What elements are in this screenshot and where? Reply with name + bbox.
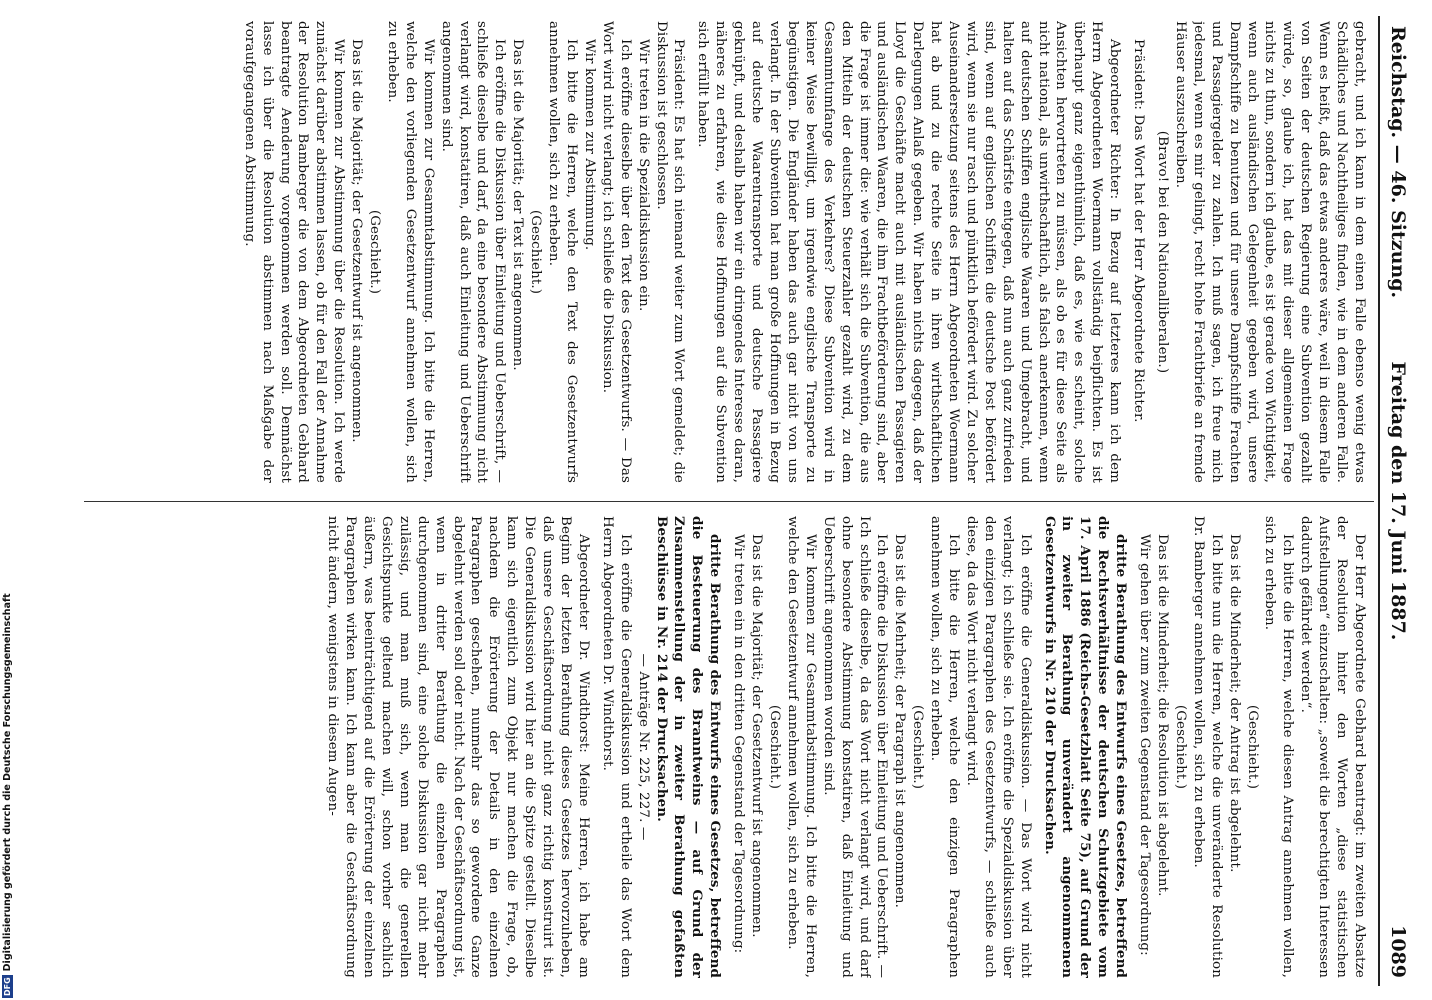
interjection: (Geschieht.) [1244, 704, 1260, 790]
left-column [78, 21, 1368, 483]
paragraph: Ich eröffne dieselbe über den Text des Gesetzentwurfs. — Das Wort wird nicht verlangt; ich schließe die Diskussion. [599, 21, 633, 483]
paragraph: Abgeordneter Dr. Windthorst: Meine Herren, ich habe am Beginn der letzten Berathung dieses Gesetzes hervorzuheben, daß unsere Geschäftsordnung nicht ganz richtig konstruirt ist. Die Generaldiskussion wird hier an die Spitze gestellt. Dieselbe kann sich eigentlich zum Objekt nur machen die Frage, ob, nachdem die Erörterung der Details in den einzelnen Paragraphen geschehen, nunmehr das so gewordene Ganze abgelehnt werden soll oder nicht. Nach der Geschäftsordnung ist, wenn in dritter Berathung die einzelnen Paragraphen durchgenommen sind, eine solche Diskussion gar nicht mehr zulässig, und man muß sich, wenn man die generellen Gesichtspunkte geltend machen will, schon vorher sachlich äußern, was beeinträchtigend auf die Erörterung der einzelnen Paragraphen wirken kann. Ich kann aber die Geschäftsordnung nicht ändern, wenigstens in diesem Augen- [325, 516, 591, 978]
right-column [78, 516, 1368, 978]
paragraph: Wir kommen zur Abstimmung über die Resolution. Ich werde zunächst darüber abstimmen lassen, ob für den Fall der Annahme der Resolution Bamberger die von dem Abgeordneten Gebhard beantragte Aenderung vorgenommen werden soll. Demnächst lasse ich über die Resolution abstimmen nach Maßgabe der voraufgegangenen Abstimmung. [241, 21, 347, 483]
paragraph: Ich bitte die Herren, welche den einzigen Paragraphen annehmen wollen, sich zu erheben. [928, 516, 962, 978]
interjection: (Geschieht.) [767, 704, 782, 790]
interjection: (Geschieht.) [1172, 704, 1188, 790]
paragraph: Ich eröffne die Generaldiskussion. — Das Wort wird nicht verlangt; ich schließe sie. Ich eröffne die Spezialdiskussion über den einzigen Paragraphen des Gesetzentwurfs, — schließe auch diese, da das Wort nicht verlangt wird. [963, 516, 1033, 978]
paragraph: Ich bitte die Herren, welche diesen Antrag annehmen wollen, sich zu erheben. [1262, 516, 1296, 978]
paragraph: Wir kommen zur Gesammtabstimmung. Ich bitte die Herren, welche den vorliegenden Gesetzentwurf annehmen wollen, sich zu erheben. [384, 21, 436, 483]
newspaper-page [62, 16, 1412, 986]
credit-text: Digitalisierung gefördert durch die Deutsche Forschungsgemeinschaft [2, 593, 13, 972]
page-header [1382, 16, 1412, 986]
digitization-credit [2, 593, 16, 998]
header-left: Reichstag. — 46. Sitzung. [1387, 26, 1409, 299]
column-divider [84, 501, 1374, 502]
paragraph: Wir treten ein in den dritten Gegenstand der Tagesordnung: [731, 534, 747, 954]
paragraph: Das ist die Minderheit; der Antrag ist abgelehnt. [1226, 534, 1242, 873]
agenda-item: dritte Berathung des Entwurfs eines Gesetzes, betreffend die Rechtsverhältnisse der deutschen Schutzgebiete vom 17. April 1886 (Reichs-Gesetzblatt Seite 75), auf Grund der in zweiter Berathung unverändert angenommenen Gesetzentwurfs in Nr. 210 der Drucksachen. [1041, 516, 1130, 978]
paragraph: Das ist die Majorität; der Text ist angenommen. [510, 39, 526, 371]
paragraph: Abgeordneter Richter: In Bezug auf letzteres kann ich dem Herrn Abgeordneten Woermann vollständig beipflichten. Es ist überhaupt ganz eigenthümlich, daß es, wie es scheint, solche Ansichten hervortreten zu müssen, als ob es für diese Seite als nicht national, als unwirthschaftlich, als falsch anerkennen, wenn auf deutschen Schiffen englische Waaren und Umgebracht, und halten auf das Schärfste entgegen, daß nun auch ganz zufrieden sind, wenn auf englischen Schiffen die deutsche Post befördert wird, wenn sie nur rasch und pünktlich befördert wird. Zu solcher Auseinandersetzung seitens des Herrn Abgeordneten Woermann hat ab und zu die rechte Seite in ihren wirthschaftlichen Darlegungen Anlaß gegeben. Wir haben nichts dagegen, daß der Lloyd die Geschäfte macht auch mit ausländischen Passagieren und ausländischen Waaren, die ihm Frachtbeförderung sind, aber die Frage ist immer die: wie verhält sich die Subvention, die aus den Mitteln der deutschen Steuerzahler gezahlt wird, zu dem Gesammtumfange des Verkehres? Diese Subvention wird in keiner Weise bewilligt, um irgendwie englische Transporte zu begünstigen. Die Engländer haben das auch gar nicht von uns verlangt. In der Subvention hat man große Hoffnungen in Bezug auf deutsche Waarentransporte und deutsche Passagiere geknüpft, und deshalb haben wir ein dringendes Interesse daran, näheres zu erfahren, wie diese Hoffnungen auf die Subvention sich erfüllt haben. [695, 21, 1123, 483]
paragraph: Ich eröffne die Generaldiskussion und ertheile das Wort dem Herrn Abgeordneten Dr. Windthorst. [599, 516, 633, 978]
paragraph: Ich bitte nun die Herren, welche die unveränderte Resolution Dr. Bamberger annehmen wollen, sich zu erheben. [1190, 516, 1224, 978]
paragraph: Wir gehen über zum zweiten Gegenstand der Tagesordnung: [1137, 534, 1153, 956]
paragraph: Ich bitte die Herren, welche den Text des Gesetzentwurfs annehmen wollen, sich zu erheben. [546, 21, 580, 483]
paragraph: Das ist die Majorität; der Gesetzentwurf ist angenommen. [349, 39, 365, 443]
paragraph: Wir kommen zur Abstimmung. [581, 39, 597, 251]
header-rule [1378, 16, 1380, 986]
paragraph: Das ist die Majorität; der Gesetzentwurf ist angenommen. [749, 534, 765, 938]
motions-reference: — Anträge Nr. 225, 227. — [635, 653, 651, 841]
paragraph: gebracht, und ich kann in dem einen Falle ebenso wenig etwas Schädliches und Nachtheiliges finden, wie in dem anderen Falle. Wenn es heißt, daß das etwas anderes wäre, weil in diesem Falle von Seiten der deutschen Regierung eine Subvention gezahlt würde, so, glaube ich, hat das mit dieser allgemeinen Frage nichts zu thun, sondern ich glaube, es ist gerade von Wichtigkeit, wenn auch ausländischen Gelegenheit gegeben wird, unsere Dampfschiffe zu benutzen und für unsere Dampfschiffe Frachten und Passagiergelder zu zahlen. Ich muß sagen, ich freue mich jedesmal, wenn es mir gelingt, recht hohe Frachtbriefe an fremde Häuser auszuschreiben. [1172, 21, 1367, 483]
interjection: (Geschieht.) [528, 209, 544, 295]
interjection: (Bravo! bei den Nationalliberalen.) [1155, 130, 1171, 374]
paragraph: Das ist die Mehrheit; der Paragraph ist angenommen. [892, 534, 908, 909]
dfg-logo: DFG [3, 977, 12, 996]
interjection: (Geschieht.) [910, 704, 926, 790]
paragraph: Wir kommen zur Gesammtabstimmung. Ich bitte die Herren, welche den Gesetzentwurf annehmen wollen, sich zu erheben. [784, 516, 818, 978]
paragraph: Ich eröffne die Diskussion über Einleitung und Ueberschrift, — schließe dieselbe und darf, da eine besondere Abstimmung nicht verlangt wird, konstatiren, daß auch Einleitung und Ueberschrift angenommen sind. [438, 21, 508, 483]
paragraph: Ich eröffne die Diskussion über Einleitung und Ueberschrift. — Ich schließe dieselbe, da das Wort nicht verlangt wird, und darf ohne besondere Abstimmung konstatiren, daß Einleitung und Ueberschrift angenommen worden sind. [820, 516, 890, 978]
agenda-item: dritte Berathung des Entwurfs eines Gesetzes, betreffend die Besteuerung des Branntweins — auf Grund der Zusammenstellung der in zweiter Berathung gefaßten Beschlüsse in Nr. 214 der Drucksachen. [653, 516, 724, 978]
paragraph: Präsident: Es hat sich niemand weiter zum Wort gemeldet; die Diskussion ist geschlossen. [653, 21, 687, 483]
paragraph: Der Herr Abgeordnete Gebhard beantragt: im zweiten Absatze der Resolution hinter den Worten „diese statistischen Aufstellungen“ einzuschalten: „soweit die berechtigten Interessen dadurch gefährdet werden“. [1298, 516, 1367, 978]
page-number: 1089 [1387, 925, 1409, 978]
header-date: Freitag den 17. Juni 1887. [1387, 361, 1409, 641]
interjection: (Geschieht.) [367, 209, 383, 295]
paragraph: Das ist die Minderheit; die Resolution ist abgelehnt. [1155, 534, 1171, 897]
paragraph: Präsident: Das Wort hat der Herr Abgeordnete Richter. [1131, 39, 1147, 423]
paragraph: Wir treten in die Spezialdiskussion ein. [635, 39, 651, 312]
